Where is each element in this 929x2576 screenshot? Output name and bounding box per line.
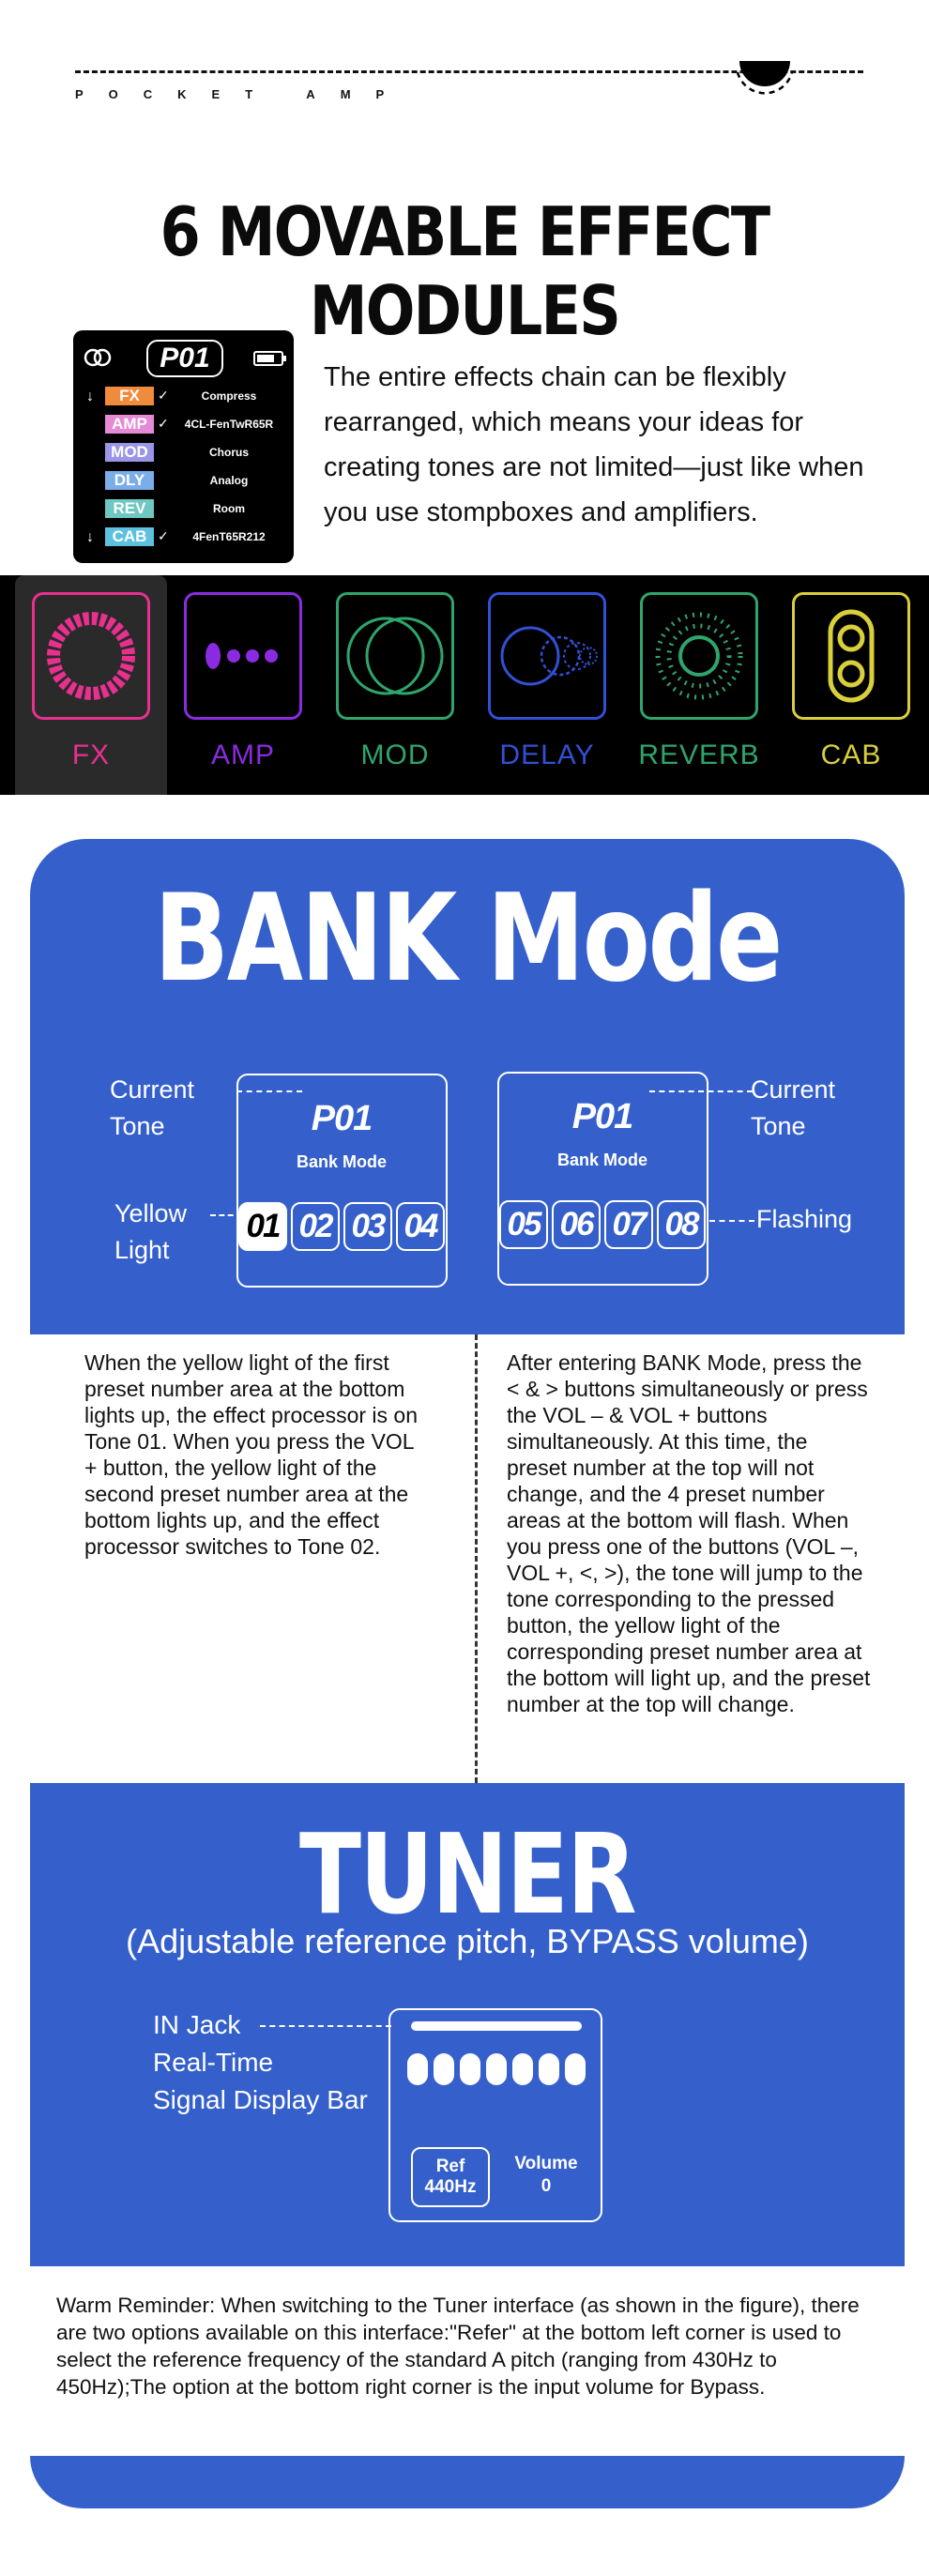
callout-line bbox=[260, 2025, 391, 2027]
chain-module-value: Chorus bbox=[209, 446, 249, 459]
modules-title: 6 MOVABLE EFFECT MODULES bbox=[160, 192, 769, 350]
cab-icon bbox=[792, 592, 910, 720]
arrow-down-icon: ↓ bbox=[86, 529, 94, 545]
chain-module-value: Compress bbox=[201, 389, 257, 403]
ref-value: 440Hz bbox=[424, 2177, 477, 2197]
preset-slot-07: 07 bbox=[604, 1200, 653, 1249]
effect-fx-label: FX bbox=[71, 739, 111, 770]
chain-module-tag: FX bbox=[105, 387, 154, 405]
callout-flashing: Flashing bbox=[756, 1205, 853, 1233]
reverb-icon bbox=[640, 592, 758, 720]
tuner-callout-line-1: IN Jack bbox=[153, 2010, 241, 2039]
chain-module-tag: AMP bbox=[105, 415, 154, 434]
tuner-panel bbox=[30, 1783, 905, 2266]
effect-cab-label: CAB bbox=[820, 739, 882, 770]
mod-icon bbox=[336, 592, 454, 720]
tuner-callout-line-3: Signal Display Bar bbox=[153, 2085, 368, 2114]
signal-display-bar bbox=[411, 2021, 582, 2031]
device-screen bbox=[73, 330, 294, 563]
bottom-cap bbox=[30, 2456, 905, 2508]
fx-icon bbox=[32, 592, 150, 720]
preset-slot-03: 03 bbox=[343, 1202, 392, 1251]
effect-delay-label: DELAY bbox=[499, 739, 595, 770]
tuner-title: TUNER bbox=[299, 1809, 635, 1939]
check-icon: ✓ bbox=[158, 528, 169, 543]
ref-label: Ref bbox=[435, 2157, 465, 2176]
volume-label: Volume bbox=[514, 2154, 578, 2173]
ref-pitch-option[interactable] bbox=[411, 2147, 490, 2207]
effect-amp[interactable] bbox=[167, 575, 319, 795]
callout-line bbox=[709, 1220, 754, 1222]
preset-slot-04: 04 bbox=[396, 1202, 445, 1251]
bank-mode-label-right: Bank Mode bbox=[556, 1151, 647, 1169]
chain-module-tag: CAB bbox=[105, 527, 154, 546]
device-preset-number: P01 bbox=[146, 340, 223, 377]
amp-icon bbox=[184, 592, 302, 720]
bank-preset-left: P01 bbox=[311, 1099, 373, 1138]
chain-row bbox=[86, 527, 283, 548]
effect-cab[interactable] bbox=[775, 575, 927, 795]
battery-icon bbox=[253, 351, 283, 366]
bank-mode-panel bbox=[30, 839, 905, 1334]
brand-name: POCKET AMP bbox=[75, 87, 410, 101]
effect-reverb-label: REVERB bbox=[638, 739, 760, 770]
bank-text-right: After entering BANK Mode, press the < & > buttons simultaneously or press the VOL – & VOL + buttons simultaneously. At this time, the preset number at the top will not change, and the 4 preset number areas at the bottom will flash. When you press one of the buttons (VOL –, VOL +, <, >), the tone will jump to the tone corresponding to the pressed button, the yellow light of the corresponding preset number area at the bottom will light up, and the preset number at the top will change. bbox=[507, 1350, 871, 1716]
chain-module-tag: MOD bbox=[105, 443, 154, 462]
modules-description: The entire effects chain can be flexibly rearranged, which means your ideas for creating tones are not limited—just like when you use stompboxes and amplifiers. bbox=[324, 362, 864, 527]
tuner-warm-reminder: Warm Reminder: When switching to the Tuner interface (as shown in the figure), there are two options available on this interface:"Refer" at the bottom left corner is used to select the reference frequency of the standard A pitch (ranging from 430Hz to 450Hz);The option at the bottom right corner is the input volume for Bypass. bbox=[56, 2294, 860, 2399]
callout-current-tone-left: Current Tone bbox=[110, 1075, 195, 1140]
preset-slot-02: 02 bbox=[291, 1202, 340, 1251]
volume-value: 0 bbox=[541, 2176, 552, 2196]
effect-amp-label: AMP bbox=[210, 739, 275, 770]
effect-mod-label: MOD bbox=[360, 739, 430, 770]
bank-text-left: When the yellow light of the first preset number area at the bottom lights up, the effect processor is on Tone 01. When you press the VOL + button, the yellow light of the second preset number area at the bottom lights up, and the effect processor switches to Tone 02. bbox=[84, 1350, 418, 1559]
preset-slot-01: 01 bbox=[238, 1202, 287, 1251]
bank-screen-right bbox=[497, 1072, 708, 1286]
tuner-subtitle: (Adjustable reference pitch, BYPASS volume) bbox=[126, 1922, 809, 1960]
callout-line bbox=[649, 1090, 753, 1092]
bank-mode-label-left: Bank Mode bbox=[296, 1152, 387, 1171]
bank-screen-left bbox=[236, 1074, 448, 1288]
tuner-callout bbox=[153, 2006, 397, 2119]
effect-modules-strip bbox=[0, 575, 929, 795]
chain-module-tag: REV bbox=[105, 499, 154, 518]
check-icon: ✓ bbox=[158, 416, 169, 431]
effect-fx[interactable] bbox=[15, 575, 167, 795]
tuner-indicator-dots bbox=[407, 2053, 586, 2087]
preset-slot-08: 08 bbox=[657, 1200, 706, 1249]
callout-yellow-light: Yellow Light bbox=[114, 1199, 188, 1264]
bank-mode-title: BANK Mode bbox=[154, 869, 781, 1009]
brand-logo-icon bbox=[732, 52, 798, 97]
chain-row bbox=[86, 471, 283, 492]
preset-slot-05: 05 bbox=[499, 1200, 548, 1249]
tuner-callout-line-2: Real-Time bbox=[153, 2048, 274, 2077]
callout-current-tone-right: Current Tone bbox=[751, 1075, 836, 1140]
bank-text-divider bbox=[475, 1334, 478, 1783]
chain-module-value: 4CL-FenTwR65R bbox=[184, 418, 274, 431]
chain-row bbox=[86, 387, 283, 407]
bank-preset-right: P01 bbox=[571, 1097, 633, 1136]
arrow-down-icon: ↓ bbox=[86, 389, 94, 404]
chain-module-tag: DLY bbox=[105, 471, 154, 490]
effect-reverb[interactable] bbox=[623, 575, 775, 795]
preset-slot-06: 06 bbox=[552, 1200, 601, 1249]
chain-module-value: Analog bbox=[209, 474, 249, 487]
tuner-screen bbox=[388, 2008, 602, 2222]
bypass-volume-option[interactable] bbox=[499, 2153, 593, 2198]
chain-module-value: Room bbox=[213, 502, 245, 515]
chain-module-value: 4FenT65R212 bbox=[192, 530, 266, 543]
check-icon: ✓ bbox=[158, 388, 169, 403]
chain-row bbox=[86, 443, 283, 464]
chain-row bbox=[86, 415, 283, 435]
chain-row bbox=[86, 499, 283, 520]
effect-mod[interactable] bbox=[319, 575, 471, 795]
link-icon bbox=[83, 347, 113, 368]
effect-delay[interactable] bbox=[471, 575, 623, 795]
delay-icon bbox=[488, 592, 606, 720]
